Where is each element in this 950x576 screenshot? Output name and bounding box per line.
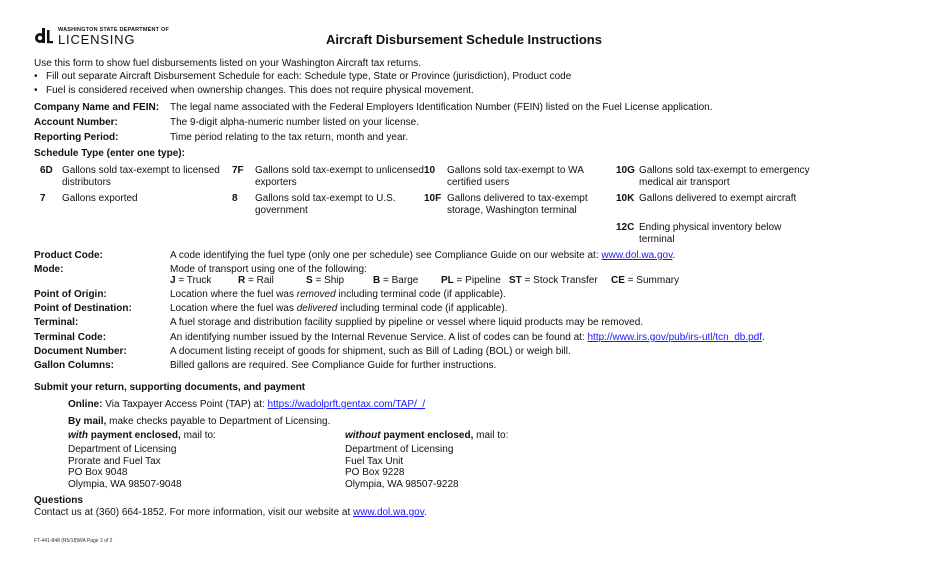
- form-footer: FT-441-848 (R5/18)WA Page 2 of 2: [34, 538, 113, 544]
- mode-item: S = Ship: [306, 275, 345, 286]
- schedule-code: 10F: [424, 193, 442, 204]
- mode-item: ST = Stock Transfer: [509, 275, 598, 286]
- account-number-label: Account Number:: [34, 117, 118, 128]
- reporting-period-label: Reporting Period:: [34, 132, 119, 143]
- document-number-desc: A document listing receipt of goods for shipment, such as Bill of Lading (BOL) or weigh bill.: [170, 346, 571, 357]
- schedule-desc: Gallons sold tax-exempt to licensed distributors: [62, 165, 220, 188]
- dol-website-link[interactable]: www.dol.wa.gov: [353, 507, 425, 518]
- schedule-code: 7: [40, 193, 46, 204]
- schedule-code: 10K: [616, 193, 635, 204]
- bullet-item: • Fill out separate Aircraft Disbursement Schedule for each: Schedule type, State or Province (jurisdiction), Product code: [34, 71, 572, 82]
- schedule-code: 6D: [40, 165, 53, 176]
- point-of-origin-desc: Location where the fuel was removed including terminal code (if applicable).: [170, 289, 506, 300]
- logo-agency-text: WASHINGTON STATE DEPARTMENT OF: [58, 27, 170, 33]
- schedule-desc: Gallons sold tax-exempt to U.S. government: [255, 193, 396, 216]
- schedule-code: 8: [232, 193, 238, 204]
- mode-item: B = Barge: [373, 275, 419, 286]
- schedule-desc: Gallons exported: [62, 193, 138, 204]
- dol-website-link[interactable]: www.dol.wa.gov: [601, 250, 673, 261]
- bullet-text: Fuel is considered received when ownership changes. This does not require physical movement.: [46, 85, 474, 96]
- gallon-columns-label: Gallon Columns:: [34, 360, 114, 371]
- schedule-code: 10: [424, 165, 436, 176]
- schedule-type-heading: Schedule Type (enter one type):: [34, 148, 185, 159]
- company-name-desc: The legal name associated with the Federal Employers Identification Number (FEIN) listed on the Fuel License application.: [170, 102, 713, 113]
- point-of-destination-desc: Location where the fuel was delivered including terminal code (if applicable).: [170, 303, 508, 314]
- schedule-desc: Gallons delivered to exempt aircraft: [639, 193, 797, 204]
- bullet-item: • Fuel is considered received when ownership changes. This does not require physical movement.: [34, 85, 474, 96]
- mode-label: Mode:: [34, 264, 64, 275]
- submit-heading: Submit your return, supporting documents, and payment: [34, 382, 306, 393]
- tap-link[interactable]: https://wadolprft.gentax.com/TAP/_/: [267, 399, 426, 410]
- schedule-code: 7F: [232, 165, 244, 176]
- mode-desc: Mode of transport using one of the following:: [170, 264, 367, 275]
- gallon-columns-desc: Billed gallons are required. See Compliance Guide for further instructions.: [170, 360, 497, 371]
- page-title: Aircraft Disbursement Schedule Instructions: [326, 32, 602, 47]
- schedule-desc: Ending physical inventory below terminal: [639, 222, 782, 245]
- without-payment-address: Department of Licensing Fuel Tax Unit PO Box 9228 Olympia, WA 98507-9228: [345, 444, 459, 490]
- document-number-label: Document Number:: [34, 346, 127, 357]
- bullet-text: Fill out separate Aircraft Disbursement Schedule for each: Schedule type, State or Province (jurisdiction), Product code: [46, 71, 572, 82]
- mode-item: PL = Pipeline: [441, 275, 501, 286]
- without-payment-heading: without payment enclosed, mail to:: [345, 430, 509, 441]
- terminal-desc: A fuel storage and distribution facility supplied by pipeline or vessel where liquid products may be removed.: [170, 317, 644, 328]
- terminal-code-desc: An identifying number issued by the Internal Revenue Service. A list of codes can be found at: http://www.irs.gov/pub/irs-utl/tcn_db.pdf.: [170, 332, 765, 343]
- point-of-origin-label: Point of Origin:: [34, 289, 107, 300]
- online-submit-line: Online: Via Taxpayer Access Point (TAP) at: https://wadolprft.gentax.com/TAP/_/: [68, 399, 426, 410]
- mode-item: R = Rail: [238, 275, 274, 286]
- schedule-desc: Gallons sold tax-exempt to emergency medical air transport: [639, 165, 810, 188]
- product-code-desc: A code identifying the fuel type (only one per schedule) see Compliance Guide on our website at: www.dol.wa.gov.: [170, 250, 676, 261]
- intro-text: Use this form to show fuel disbursements listed on your Washington Aircraft tax returns.: [34, 58, 422, 69]
- company-name-label: Company Name and FEIN:: [34, 102, 160, 113]
- schedule-code: 10G: [616, 165, 635, 176]
- terminal-label: Terminal:: [34, 317, 79, 328]
- schedule-desc: Gallons sold tax-exempt to unlicensed exporters: [255, 165, 424, 188]
- with-payment-heading: with payment enclosed, mail to:: [68, 430, 216, 441]
- logo-licensing-text: LICENSING: [58, 32, 136, 47]
- schedule-code: 12C: [616, 222, 635, 233]
- schedule-desc: Gallons delivered to tax-exempt storage, Washington terminal: [447, 193, 588, 216]
- dol-logo: [34, 24, 170, 47]
- questions-heading: Questions: [34, 495, 83, 506]
- schedule-desc: Gallons sold tax-exempt to WA certified users: [447, 165, 584, 188]
- mode-item: CE = Summary: [611, 275, 680, 286]
- point-of-destination-label: Point of Destination:: [34, 303, 132, 314]
- mail-submit-line: By mail, make checks payable to Department of Licensing.: [68, 416, 331, 427]
- product-code-label: Product Code:: [34, 250, 103, 261]
- with-payment-address: Department of Licensing Prorate and Fuel Tax PO Box 9048 Olympia, WA 98507-9048: [68, 444, 182, 490]
- questions-text: Contact us at (360) 664-1852. For more information, visit our website at www.dol.wa.gov.: [34, 507, 427, 518]
- dol-logo-mark-icon: [34, 26, 54, 46]
- mode-item: J = Truck: [170, 275, 212, 286]
- reporting-period-desc: Time period relating to the tax return, month and year.: [170, 132, 409, 143]
- irs-tcn-link[interactable]: http://www.irs.gov/pub/irs-utl/tcn_db.pdf: [587, 332, 763, 343]
- account-number-desc: The 9-digit alpha-numeric number listed on your license.: [170, 117, 420, 128]
- terminal-code-label: Terminal Code:: [34, 332, 107, 343]
